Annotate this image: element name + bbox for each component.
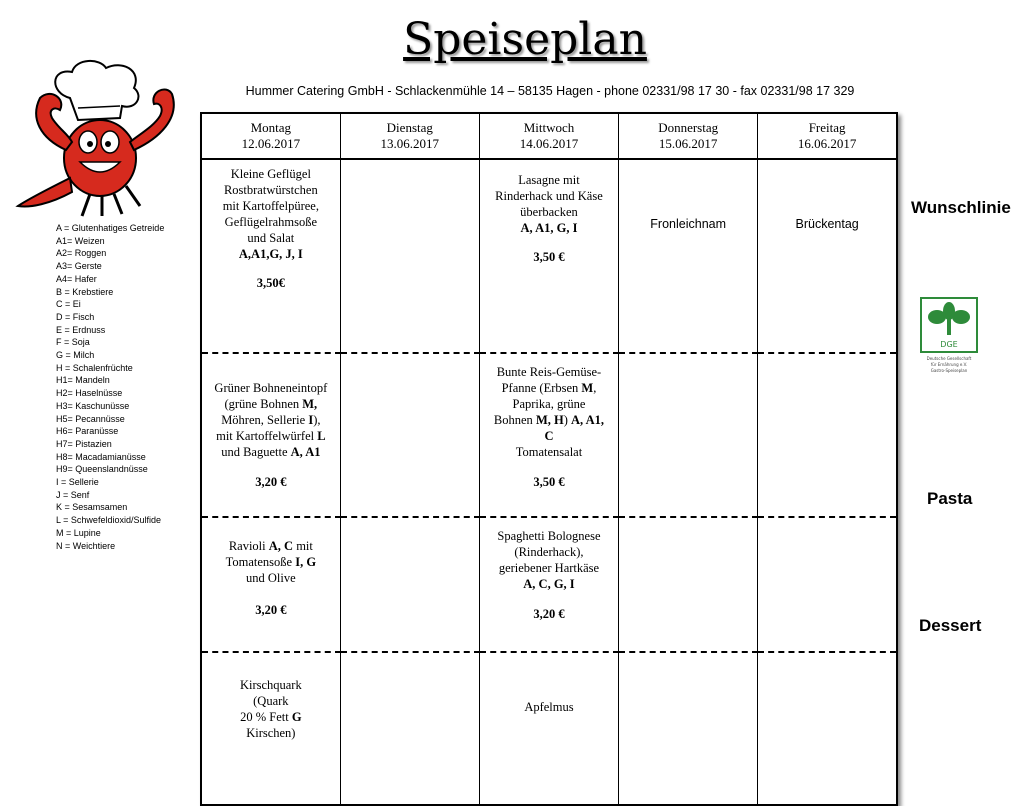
legend-item: H7= Pistazien xyxy=(56,438,112,449)
legend-item: H3= Kaschunüsse xyxy=(56,400,130,411)
day-header-fri: Freitag 16.06.2017 xyxy=(758,113,897,159)
legend-item: A2= Roggen xyxy=(56,248,107,259)
meal-cell: Ravioli A, C mit Tomatensoße I, G und Olive 3,20 € xyxy=(201,517,340,652)
svg-text:für Ernährung e.V.: für Ernährung e.V. xyxy=(930,362,968,367)
legend-item: H2= Haselnüsse xyxy=(56,388,123,399)
legend-item: A1= Weizen xyxy=(56,235,105,246)
legend-item: F = Soja xyxy=(56,337,90,348)
day-header-wed: Mittwoch 14.06.2017 xyxy=(479,113,618,159)
svg-text:Deutsche Gesellschaft: Deutsche Gesellschaft xyxy=(926,356,972,361)
legend-item: H6= Paranüsse xyxy=(56,426,119,437)
category-dessert: Dessert xyxy=(919,616,982,635)
meal-cell: Bunte Reis-Gemüse- Pfanne (Erbsen M, Paprika, grüne Bohnen M, H) A, A1, C Tomatensalat 3,50 € xyxy=(479,353,618,517)
legend-item: H8= Macadamianüsse xyxy=(56,451,146,462)
legend-item: N = Weichtiere xyxy=(56,540,116,551)
meal-cell-empty xyxy=(619,353,758,517)
legend-item: I = Sellerie xyxy=(56,477,99,488)
meal-cell-empty xyxy=(758,353,897,517)
dge-leaf-icon xyxy=(920,297,978,379)
legend-item: B = Krebstiere xyxy=(56,286,114,297)
company-info: Hummer Catering GmbH - Schlackenmühle 14 – 58135 Hagen - phone 02331/98 17 30 - fax 02331/98 17 329 xyxy=(245,84,855,98)
category-wunschlinie: Wunschlinie xyxy=(911,198,1011,217)
meal-cell: Grüner Bohneneintopf (grüne Bohnen M, Möhren, Sellerie I), mit Kartoffelwürfel L und Baguette A, A1 3,20 € xyxy=(201,353,340,517)
meal-cell-empty xyxy=(340,159,479,353)
legend-item: A3= Gerste xyxy=(56,261,102,272)
dge-logo xyxy=(920,297,978,379)
meal-cell: Kleine Geflügel Rostbratwürstchen mit Kartoffelpüree, Geflügelrahmsoße und Salat A,A1,G, J, I 3,50€ xyxy=(201,159,340,353)
legend-item: M = Lupine xyxy=(56,527,101,538)
legend-item: G = Milch xyxy=(56,350,95,361)
meal-cell: Kirschquark (Quark 20 % Fett G Kirschen) xyxy=(201,652,340,805)
legend-item: D = Fisch xyxy=(56,311,95,322)
dge-label: DGE xyxy=(940,340,958,349)
allergen-legend xyxy=(56,222,164,552)
meal-cell-empty xyxy=(619,517,758,652)
category-pasta: Pasta xyxy=(927,489,973,508)
day-header-mon: Montag 12.06.2017 xyxy=(201,113,340,159)
meal-cell-empty xyxy=(340,652,479,805)
meal-cell: Spaghetti Bolognese (Rinderhack), geriebener Hartkäse A, C, G, I 3,20 € xyxy=(479,517,618,652)
row-wunschlinie-2 xyxy=(201,353,897,517)
svg-text:Gastro-Speiseplan: Gastro-Speiseplan xyxy=(930,368,968,373)
legend-item: A = Glutenhatiges Getreide xyxy=(56,223,165,233)
meal-cell: Apfelmus xyxy=(479,652,618,805)
meal-cell-empty xyxy=(619,652,758,805)
meal-cell-empty xyxy=(340,517,479,652)
legend-item: A4= Hafer xyxy=(56,273,97,284)
legend-item: E = Erdnuss xyxy=(56,324,106,335)
legend-item: K = Sesamsamen xyxy=(56,502,128,513)
row-pasta xyxy=(201,517,897,652)
holiday-cell: Brückentag xyxy=(758,159,897,353)
row-dessert xyxy=(201,652,897,805)
legend-item: H9= Queenslandnüsse xyxy=(56,464,148,475)
legend-item: H = Schalenfrüchte xyxy=(56,362,133,373)
day-header-thu: Donnerstag 15.06.2017 xyxy=(619,113,758,159)
meal-cell-empty xyxy=(758,517,897,652)
holiday-cell: Fronleichnam xyxy=(619,159,758,353)
menu-table xyxy=(200,112,898,806)
meal-cell: Lasagne mit Rinderhack und Käse überbacken A, A1, G, I 3,50 € xyxy=(479,159,618,353)
legend-item: C = Ei xyxy=(56,299,81,310)
lobster-chef-logo xyxy=(10,58,195,218)
meal-cell-empty xyxy=(758,652,897,805)
day-header-tue: Dienstag 13.06.2017 xyxy=(340,113,479,159)
meal-cell-empty xyxy=(340,353,479,517)
legend-item: J = Senf xyxy=(56,489,90,500)
legend-item: L = Schwefeldioxid/Sulfide xyxy=(56,515,161,526)
legend-item: H5= Pecannüsse xyxy=(56,413,125,424)
page-title: Speiseplan xyxy=(403,14,647,65)
legend-item: H1= Mandeln xyxy=(56,375,110,386)
header-row xyxy=(201,113,897,159)
row-wunschlinie xyxy=(201,159,897,353)
